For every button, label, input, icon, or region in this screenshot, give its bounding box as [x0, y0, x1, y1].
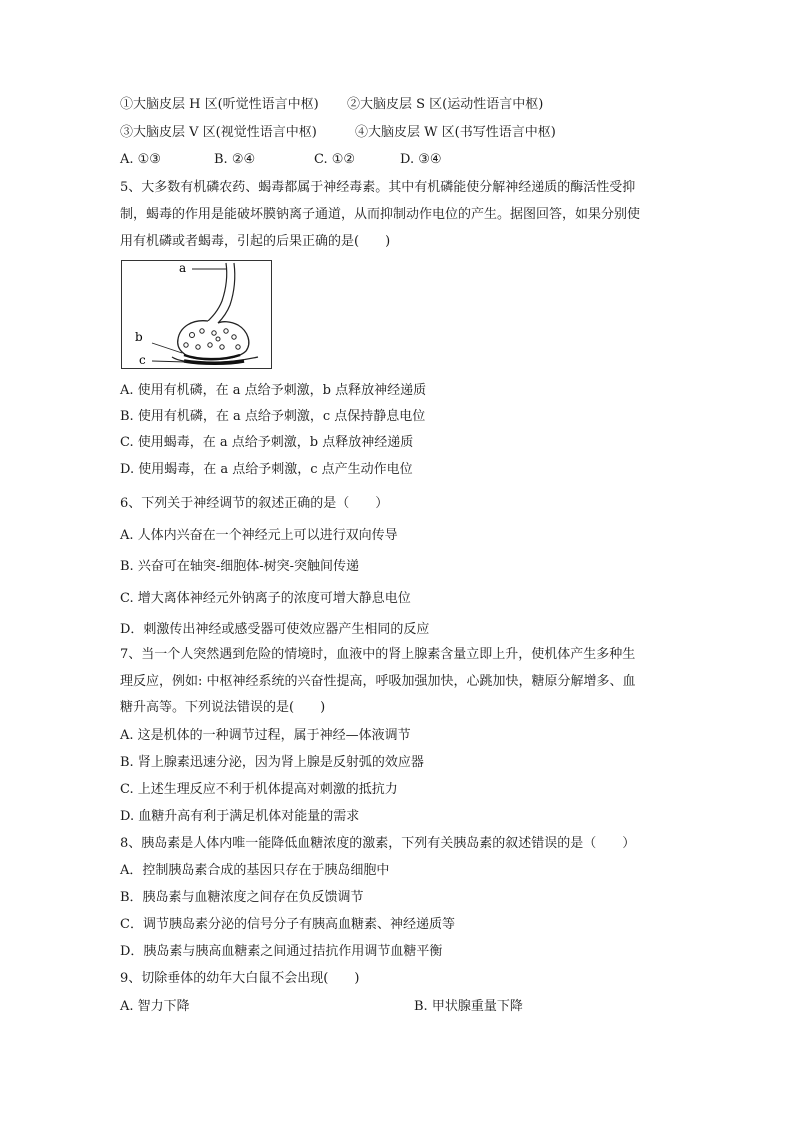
q7-option-a: A. 这是机体的一种调节过程，属于神经—体液调节	[120, 728, 411, 743]
label-b: b	[135, 330, 143, 344]
q6-stem: 6、下列关于神经调节的叙述正确的是（ ）	[120, 496, 389, 511]
q7-stem-line-3: 糖升高等。下列说法错误的是( )	[120, 700, 326, 715]
q6-option-c: C. 增大离体神经元外钠离子的浓度可增大静息电位	[120, 591, 411, 606]
q8-option-d: D．胰岛素与胰高血糖素之间通过拮抗作用调节血糖平衡	[120, 944, 443, 959]
synaptic-knob	[178, 321, 249, 360]
intro-line-2a: ③大脑皮层 V 区(视觉性语言中枢)	[120, 125, 317, 140]
q5-option-a: A. 使用有机磷，在 a 点给予刺激，b 点释放神经递质	[120, 383, 427, 398]
q7-option-b: B. 肾上腺素迅速分泌，因为肾上腺是反射弧的效应器	[120, 755, 424, 770]
q6-option-d: D．刺激传出神经或感受器可使效应器产生相同的反应	[120, 622, 430, 637]
q9-option-b: B. 甲状腺重量下降	[414, 999, 523, 1014]
intro-line-1a: ①大脑皮层 H 区(听觉性语言中枢)	[120, 97, 319, 112]
intro-option-d: D. ③④	[400, 152, 442, 167]
intro-line-1b: ②大脑皮层 S 区(运动性语言中枢)	[347, 97, 544, 112]
intro-option-a: A. ①③	[120, 152, 161, 167]
q7-option-c: C. 上述生理反应不利于机体提高对刺激的抵抗力	[120, 782, 398, 797]
synapse-figure	[121, 260, 272, 369]
q6-option-b: B. 兴奋可在轴突-细胞体-树突-突触间传递	[120, 559, 359, 574]
intro-option-b: B. ②④	[214, 152, 256, 167]
axon-right-edge	[208, 263, 227, 321]
postsynaptic-membrane	[184, 361, 244, 363]
q5-option-b: B. 使用有机磷，在 a 点给予刺激，c 点保持静息电位	[120, 409, 426, 424]
q8-option-b: B．胰岛素与血糖浓度之间存在负反馈调节	[120, 890, 364, 905]
q8-stem: 8、胰岛素是人体内唯一能降低血糖浓度的激素，下列有关胰岛素的叙述错误的是（ ）	[120, 836, 636, 851]
q5-stem-line-3: 用有机磷或者蝎毒，引起的后果正确的是( )	[120, 234, 391, 249]
q9-stem: 9、切除垂体的幼年大白鼠不会出现( )	[120, 971, 360, 986]
q5-option-c: C. 使用蝎毒，在 a 点给予刺激，b 点释放神经递质	[120, 435, 414, 450]
leader-line-c	[152, 361, 186, 362]
q8-option-a: A．控制胰岛素合成的基因只存在于胰岛细胞中	[120, 863, 390, 878]
q5-option-d: D. 使用蝎毒，在 a 点给予刺激，c 点产生动作电位	[120, 462, 413, 477]
q7-stem-line-1: 7、当一个人突然遇到危险的情境时，血液中的肾上腺素含量立即上升，使机体产生多种生	[120, 647, 636, 662]
q7-option-d: D. 血糖升高有利于满足机体对能量的需求	[120, 809, 360, 824]
intro-option-c: C. ①②	[314, 152, 356, 167]
q9-option-a: A. 智力下降	[120, 999, 190, 1014]
synapse-diagram	[122, 261, 271, 368]
q7-stem-line-2: 理反应，例如: 中枢神经系统的兴奋性提高，呼吸加强加快，心跳加快，糖原分解增多、血	[120, 674, 636, 689]
label-a: a	[179, 261, 187, 275]
q8-option-c: C．调节胰岛素分泌的信号分子有胰高血糖素、神经递质等	[120, 917, 455, 932]
q6-option-a: A. 人体内兴奋在一个神经元上可以进行双向传导	[120, 528, 398, 543]
label-c: c	[139, 353, 146, 367]
q5-stem-line-2: 制，蝎毒的作用是能破坏膜钠离子通道，从而抑制动作电位的产生。据图回答，如果分别使	[120, 207, 641, 222]
intro-line-2b: ④大脑皮层 W 区(书写性语言中枢)	[355, 125, 556, 140]
q5-stem-line-1: 5、大多数有机磷农药、蝎毒都属于神经毒素。其中有机磷能使分解神经递质的酶活性受抑	[120, 180, 636, 195]
